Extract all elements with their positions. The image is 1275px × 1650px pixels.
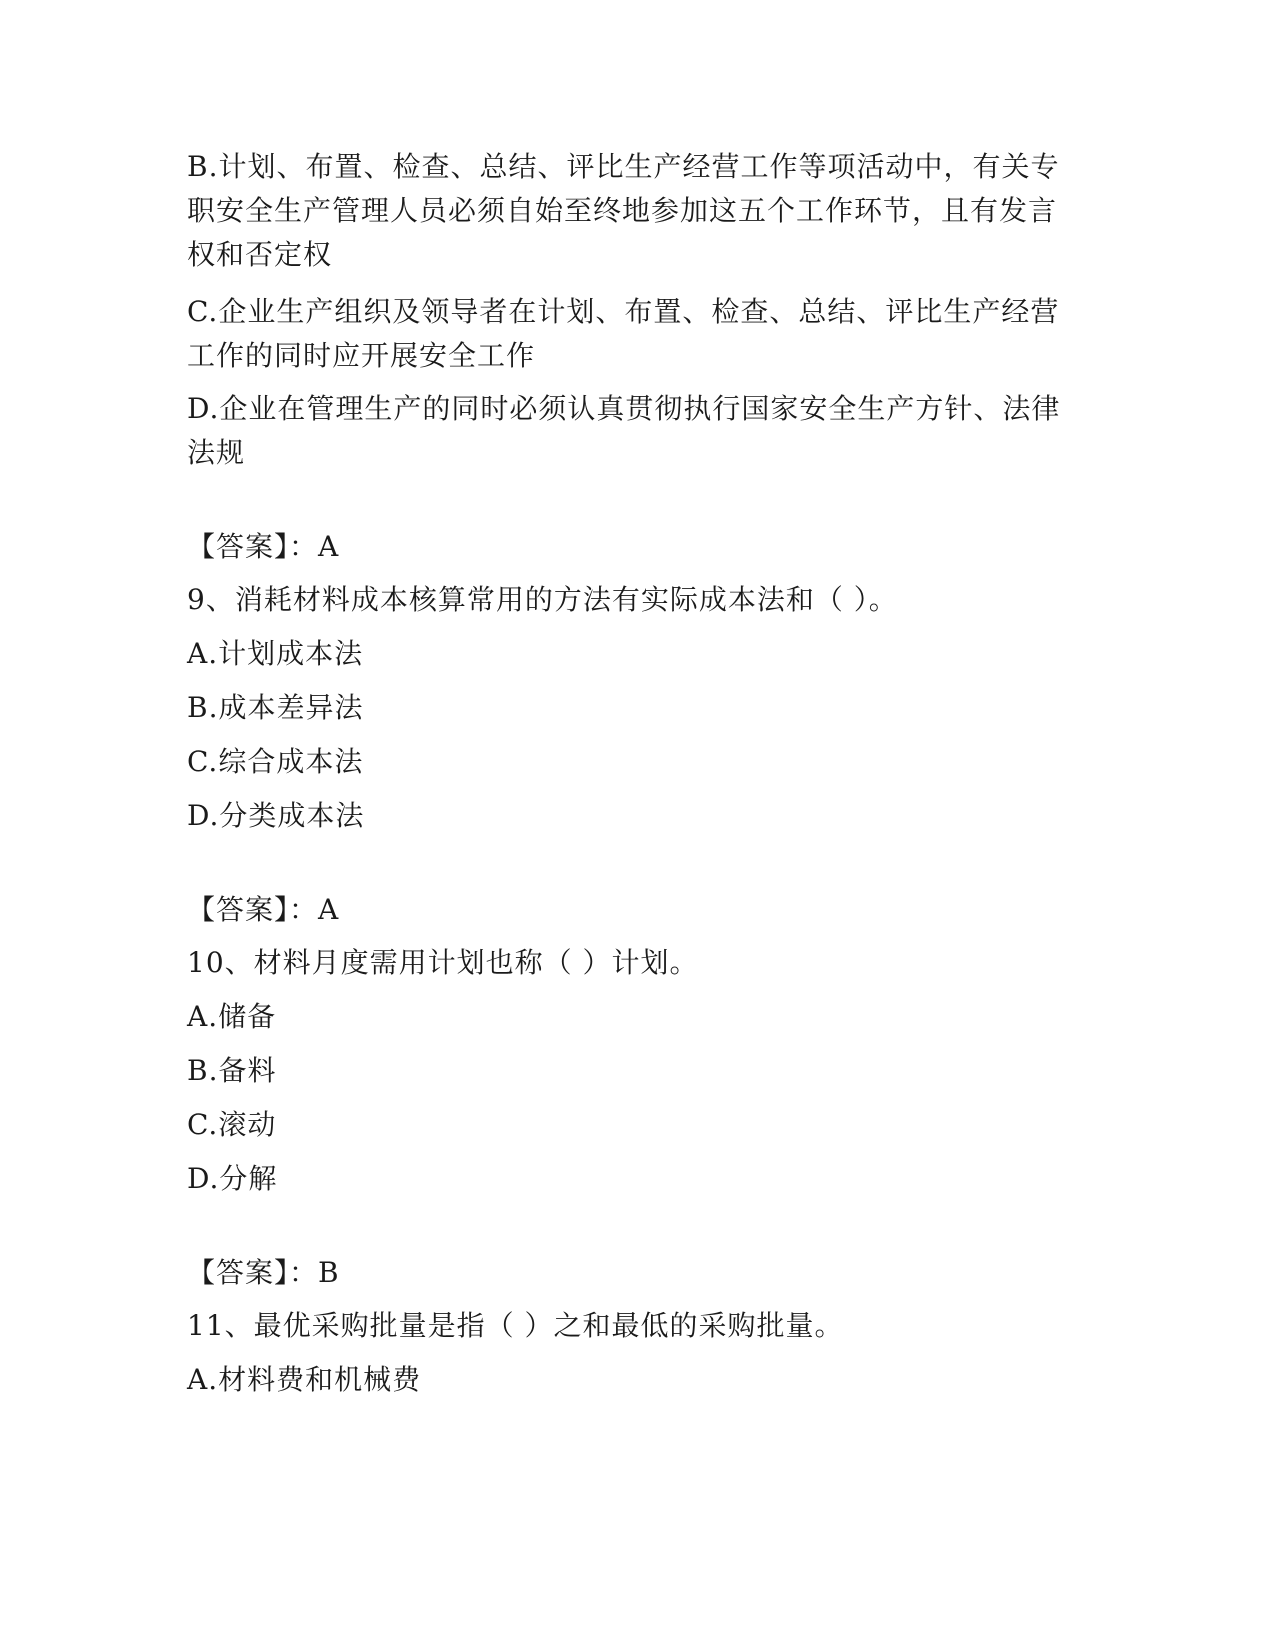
q10-option-b: B.备料: [187, 1054, 277, 1087]
option-b-line-3: 权和否定权: [187, 238, 333, 271]
q10-option-c: C.滚动: [187, 1108, 277, 1141]
question-9: 9、消耗材料成本核算常用的方法有实际成本法和（ ）。: [187, 583, 898, 616]
option-c-line-1: C.企业生产组织及领导者在计划、布置、检查、总结、评比生产经营: [187, 295, 1060, 328]
q10-option-a: A.储备: [187, 1000, 277, 1033]
q11-option-a: A.材料费和机械费: [187, 1363, 422, 1396]
option-d-line-2: 法规: [187, 436, 246, 469]
q9-option-b: B.成本差异法: [187, 691, 364, 724]
q10-option-d: D.分解: [187, 1162, 278, 1195]
question-11: 11、最优采购批量是指（ ）之和最低的采购批量。: [187, 1309, 844, 1342]
answer-9: 【答案】：A: [187, 893, 340, 926]
q9-option-a: A.计划成本法: [187, 637, 364, 670]
question-10: 10、材料月度需用计划也称（ ）计划。: [187, 946, 699, 979]
q9-option-d: D.分类成本法: [187, 799, 365, 832]
answer-8: 【答案】：A: [187, 530, 340, 563]
option-d-line-1: D.企业在管理生产的同时必须认真贯彻执行国家安全生产方针、法律: [187, 392, 1061, 425]
q9-option-c: C.综合成本法: [187, 745, 364, 778]
answer-10: 【答案】：B: [187, 1256, 340, 1289]
option-b-line-1: B.计划、布置、检查、总结、评比生产经营工作等项活动中，有关专: [187, 150, 1060, 183]
option-c-line-2: 工作的同时应开展安全工作: [187, 339, 536, 372]
option-b-line-2: 职安全生产管理人员必须自始至终地参加这五个工作环节，且有发言: [187, 194, 1058, 227]
